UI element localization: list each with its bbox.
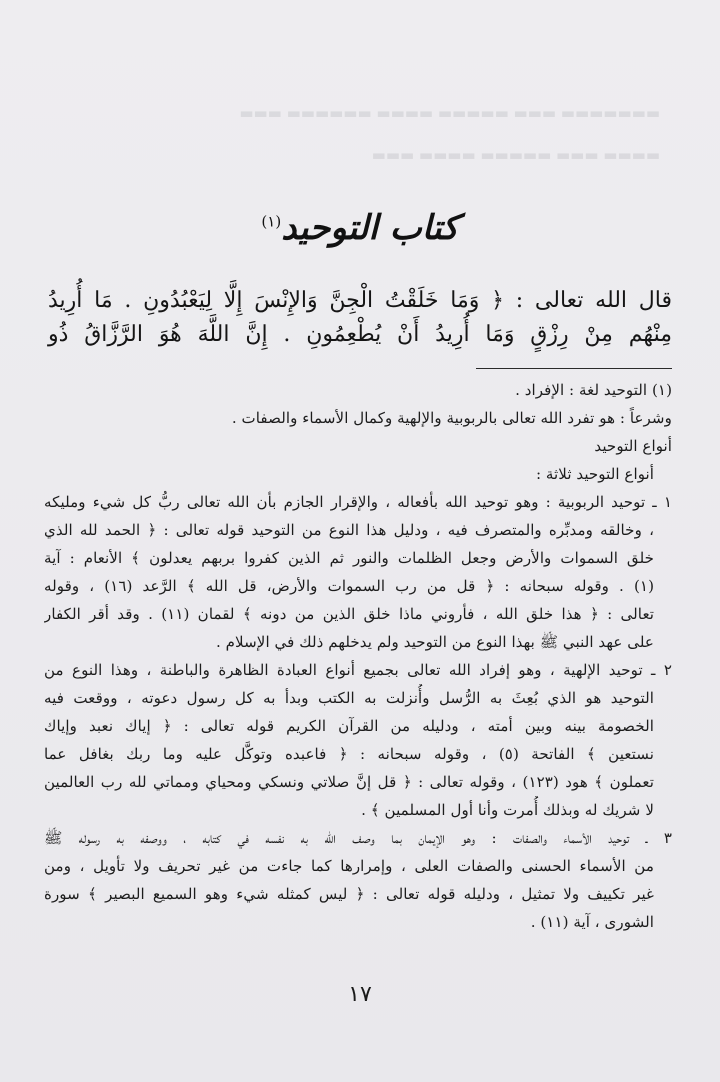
- page-number: ١٧: [348, 982, 372, 1007]
- footnote-line: الخصومة بينه وبين أمته ، ودليله من القرآن الكريم قوله تعالى : ﴿ إياك نعبد وإياك: [44, 717, 654, 735]
- footnote-line: الشورى ، آية (١١) .: [530, 913, 654, 931]
- footnote-line: تعملون ﴾ هود (١٢٣) ، وقوله تعالى : ﴿ قل إنَّ صلاتي ونسكي ومحياي ومماتي لله رب العالمين: [44, 773, 654, 791]
- footnote-line: نستعين ﴾ الفاتحة (٥) ، وقوله سبحانه : ﴿ فاعبده وتوكَّل عليه وما ربك بغافل عما: [44, 745, 654, 763]
- footnote-line: أنواع التوحيد: [594, 437, 672, 455]
- verse-line-2: مِنْهُم مِنْ رِزْقٍ وَمَا أُرِيدُ أَنْ يُطْعِمُونِ . إِنَّ اللَّهَ هُوَ الرَّزَّاقُ ذُو: [48, 322, 672, 347]
- bleed-through-text: ▬▬▬▬ ▬▬▬ ▬▬▬▬▬ ▬▬▬▬ ▬▬▬: [371, 146, 660, 164]
- footnote-line: على عهد النبي ﷺ بهذا النوع من التوحيد ولم يدخلهم ذلك في الإسلام .: [215, 633, 654, 651]
- footnote-line: (١) التوحيد لغة : الإفراد .: [515, 381, 672, 399]
- footnote-line: التوحيد هو الذي بُعِثَ به الرُّسل وأُنزلت به الكتب وبدأ به كل رسول دعوته ، ووقعت فيه: [44, 689, 654, 707]
- footnotes: [44, 376, 672, 936]
- footnote-line: ١ ـ توحيد الربوبية : وهو توحيد الله بأفعاله ، والإقرار الجازم بأن الله تعالى ربُّ كل شيء ومليكه: [44, 493, 672, 511]
- footnote-line: (١) . وقوله سبحانه : ﴿ قل من رب السموات والأرض، قل الله ﴾ الرَّعد (١٦) ، وقوله: [44, 577, 654, 595]
- title-text: كتاب التوحيد: [281, 208, 459, 248]
- footnote-line: خلق السموات والأرض وجعل الظلمات والنور ثم الذين كفروا بربهم يعدلون ﴾ الأنعام : آية: [44, 549, 654, 567]
- footnote-line: لا شريك له وبذلك أُمرت وأنا أول المسلمين ﴾ .: [361, 801, 654, 819]
- footnote-line: ٢ ـ توحيد الإلهية ، وهو إفراد الله تعالى بجميع أنواع العبادة الظاهرة والباطنة ، وهذا النوع من: [44, 661, 672, 679]
- bleed-through-text: ▬▬▬▬▬▬▬ ▬▬▬ ▬▬▬▬▬ ▬▬▬▬ ▬▬▬▬▬▬ ▬▬▬: [239, 104, 660, 122]
- verse-line-1: قال الله تعالى : ﴿ وَمَا خَلَقْتُ الْجِنَّ وَالإِنْسَ إِلَّا لِيَعْبُدُونِ . مَا أُرِيدُ: [48, 288, 672, 313]
- footnote-line: أنواع التوحيد ثلاثة :: [535, 465, 654, 483]
- footnote-line: وشرعاً : هو تفرد الله تعالى بالربوبية والإلهية وكمال الأسماء والصفات .: [231, 409, 672, 427]
- footnote-line: تعالى : ﴿ هذا خلق الله ، فأروني ماذا خلق الذين من دونه ﴾ لقمان (١١) . وقد أقر الكفار: [44, 605, 654, 623]
- footnote-separator: [476, 368, 672, 369]
- book-title: [0, 208, 720, 248]
- title-footnote-marker: (١): [261, 212, 282, 231]
- footnote-line: غير تكييف ولا تمثيل ، ودليله قوله تعالى : ﴿ ليس كمثله شيء وهو السميع البصير ﴾ سورة: [44, 885, 654, 903]
- footnote-line: ، وخالقه ومدبِّره والمتصرف فيه ، ودليل هذا النوع من التوحيد قوله تعالى : ﴿ الحمد لله الذي: [44, 521, 654, 539]
- footnote-line: ٣ ـ توحيد الأسماء والصفات : وهو الإيمان بما وصف الله به نفسه في كتابه ، ووصفه به رسوله ﷺ: [44, 829, 672, 847]
- footnote-line: من الأسماء الحسنى والصفات العلى ، وإمرارها كما جاءت من غير تحريف ولا تأويل ، ومن: [44, 857, 654, 875]
